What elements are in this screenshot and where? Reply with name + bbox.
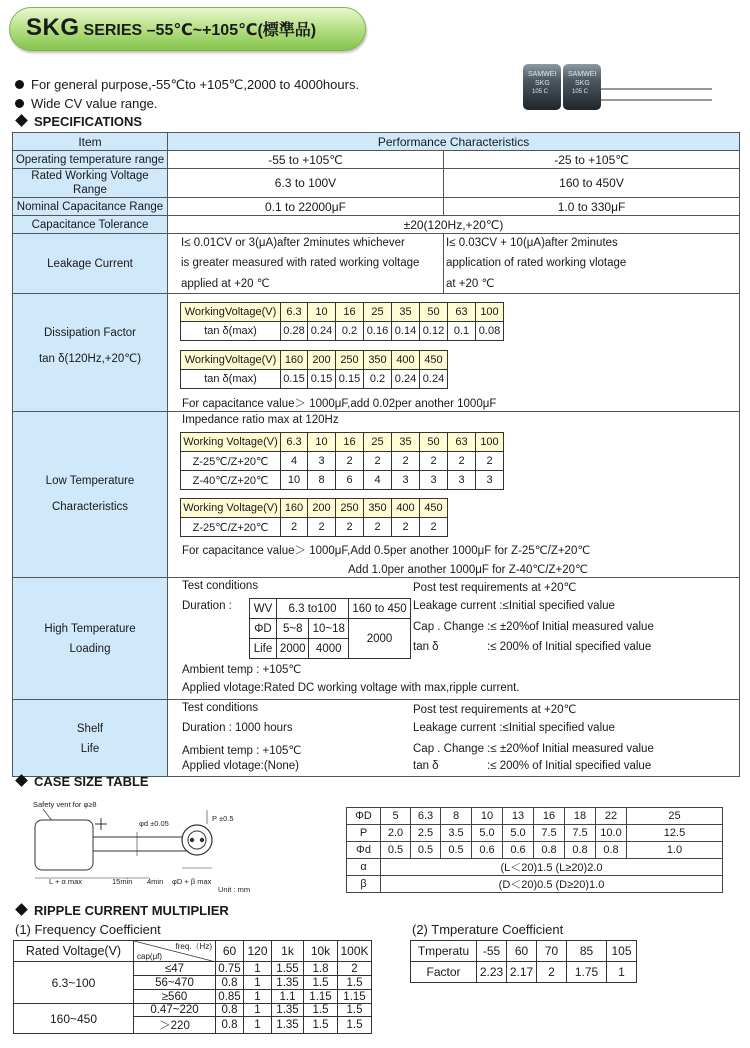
table-cell: 16 (534, 808, 565, 825)
table-cell: 450 (420, 499, 448, 518)
table-cell: 35 (392, 303, 420, 322)
capacitance-range: 56~470 (134, 976, 216, 990)
svg-text:P ±0.5: P ±0.5 (212, 814, 234, 823)
table-cell: 10 (308, 433, 336, 452)
multiplier-value: 0.8 (216, 1004, 244, 1017)
table-cell: 6 (336, 471, 364, 490)
impedance-title: Impedance ratio max at 120Hz (182, 414, 339, 426)
series-code: SKG (26, 14, 80, 41)
table-cell: 0.28 (281, 322, 308, 341)
shelf-label: Shelf Life (13, 700, 168, 777)
table-cell: 5 (381, 808, 411, 825)
multiplier-value: 1 (244, 1004, 272, 1017)
spec-value: -55 to +105℃ (168, 151, 444, 169)
svg-text:15min: 15min (112, 877, 133, 886)
capacitance-range: 0.47~220 (134, 1004, 216, 1017)
bullet-dot (15, 80, 24, 89)
table-cell: 3 (448, 471, 476, 490)
table-cell: 0.1 (448, 322, 476, 341)
temperature-coefficient-title: (2) Tmperature Coefficient (412, 922, 564, 937)
table-cell: 350 (364, 499, 392, 518)
table-cell: 3.5 (441, 825, 472, 842)
product-label: SAMWEI (528, 71, 557, 78)
table-cell: 2 (420, 452, 448, 471)
table-cell: 160 (281, 351, 308, 370)
table-cell: 0.15 (308, 370, 336, 389)
table-cell: 13 (503, 808, 534, 825)
lowtemp-note: Add 1.0per another 1000μF for Z-40℃/Z+20℃ (348, 564, 588, 576)
table-cell: 200 (308, 499, 336, 518)
dissipation-label: Dissipation Factor tan δ(120Hz,+20℃) (13, 294, 168, 412)
capacitance-range: ＞220 (134, 1017, 216, 1034)
table-cell: 3 (308, 452, 336, 471)
product-label: SAMWEI (568, 71, 597, 78)
table-cell: 0.2 (336, 322, 364, 341)
table-cell: 18 (565, 808, 596, 825)
bullet-dot (15, 99, 24, 108)
product-label: 105 C (572, 89, 589, 95)
table-cell: 0.8 (565, 842, 596, 859)
lowtemp-note: For capacitance value＞ 1000μF,Add 0.5per another 1000μF for Z-25℃/Z+20℃ (182, 545, 591, 557)
case-size-table: ΦD 5 6.3 8 10 13 16 18 22 25 P 2.0 2.5 3.5 5.0 5.0 7.5 7.5 10.0 12.5 Φd 0.5 0.5 0.5 0.6 0.6 0.8 0.8 0.8 1.0 α (L＜20)1.5 (L≥20)2.0 β (D＜20)0.5 (D≥20)1.0 (346, 807, 723, 893)
table-cell: 2 (392, 518, 420, 537)
table-cell: 25 (364, 433, 392, 452)
capacitance-range: ≥560 (134, 990, 216, 1004)
performance-header: Performance Characteristics (168, 133, 740, 151)
row-header: tan δ(max) (181, 322, 281, 341)
spec-label: Nominal Capacitance Range (13, 198, 168, 216)
multiplier-value: 1.5 (304, 1017, 338, 1034)
table-cell: 0.24 (420, 370, 448, 389)
table-cell: 0.8 (596, 842, 627, 859)
table-cell: 85 (567, 941, 607, 962)
table-cell: 2 (281, 518, 308, 537)
multiplier-value: 1.8 (304, 962, 338, 976)
table-cell: 5.0 (472, 825, 503, 842)
multiplier-value: 1.55 (272, 962, 304, 976)
multiplier-value: 1.35 (272, 1004, 304, 1017)
leakage-label: Leakage Current (13, 234, 168, 294)
row-header: Factor (411, 962, 477, 983)
leakage-low: I≤ 0.01CV or 3(μA)after 2minutes whichever is greater measured with rated working voltage applied at +20 ℃ (168, 234, 444, 294)
table-cell: 3 (476, 471, 504, 490)
capacitor-product-image (522, 62, 714, 118)
table-cell: 70 (537, 941, 567, 962)
table-cell: 0.08 (476, 322, 504, 341)
multiplier-value: 1.5 (304, 1004, 338, 1017)
spec-label: Operating temperature range (13, 151, 168, 169)
multiplier-value: 2 (338, 962, 372, 976)
item-header: Item (13, 133, 168, 151)
multiplier-value: 1.5 (304, 976, 338, 990)
table-cell: 4 (281, 452, 308, 471)
table-cell: 0.5 (381, 842, 411, 859)
table-cell: 250 (336, 499, 364, 518)
row-header: Z-40℃/Z+20℃ (181, 471, 281, 490)
diamond-icon (15, 774, 28, 787)
multiplier-value: 1 (244, 990, 272, 1004)
table-cell: 1.0 (627, 842, 723, 859)
table-cell: 2.0 (381, 825, 411, 842)
impedance-table-low (180, 432, 504, 490)
section-specifications: SPECIFICATIONS (15, 114, 142, 129)
multiplier-value: 1 (244, 962, 272, 976)
multiplier-value: 0.75 (216, 962, 244, 976)
table-cell: 2 (420, 518, 448, 537)
table-cell: 25 (364, 303, 392, 322)
table-cell: 2.23 (477, 962, 507, 983)
capacitance-range: ≤47 (134, 962, 216, 976)
table-cell: 200 (308, 351, 336, 370)
table-cell: 1.75 (567, 962, 607, 983)
table-cell: 16 (336, 433, 364, 452)
duration-table: WV 6.3 to100 160 to 450 ΦD 5~8 10~18 2000 Life 2000 4000 (249, 598, 411, 659)
capacitor-dimension-diagram (15, 796, 340, 896)
product-label: 105 C (532, 89, 549, 95)
table-cell: 400 (392, 351, 420, 370)
spec-value: -25 to +105℃ (444, 151, 740, 169)
table-cell: 5.0 (503, 825, 534, 842)
table-cell: 2 (308, 518, 336, 537)
product-label: SKG (575, 80, 590, 87)
frequency-coefficient-table: Rated Voltage(V) freq.（Hz) cap(μf) 60 120 1k 10k 100K 6.3~100 ≤47 0.75 1 1.55 1.8 2 56~470 0.8 1 1.35 1.5 1.5 ≥560 0.85 1 1.1 1.15 1.15 160~450 0.47~220 0.8 1 1.35 1.5 1.5 ＞220 0.8 1 1.35 1.5 1.5 (13, 940, 372, 1034)
table-cell: 105 (607, 941, 637, 962)
svg-text:4min: 4min (147, 877, 164, 886)
table-cell: 8 (441, 808, 472, 825)
table-cell: 2 (336, 518, 364, 537)
row-header: WorkingVoltage(V) (181, 351, 281, 370)
product-label: SKG (535, 80, 550, 87)
multiplier-value: 1.1 (272, 990, 304, 1004)
svg-text:φd ±0.05: φd ±0.05 (139, 819, 169, 828)
dissipation-note: For capacitance value＞ 1000μF,add 0.02per another 1000μF (182, 398, 497, 410)
table-cell: 22 (596, 808, 627, 825)
dissipation-table-low (180, 302, 504, 341)
svg-text:φD + β max: φD + β max (172, 877, 212, 886)
table-cell: 2 (392, 452, 420, 471)
table-cell: 400 (392, 499, 420, 518)
table-cell: 2.17 (507, 962, 537, 983)
table-cell: 0.5 (441, 842, 472, 859)
table-cell: 2 (476, 452, 504, 471)
table-cell: 0.5 (411, 842, 441, 859)
table-cell: 0.24 (392, 370, 420, 389)
multiplier-value: 1 (244, 1017, 272, 1034)
table-cell: 0.6 (472, 842, 503, 859)
specifications-table (12, 132, 740, 777)
table-cell: 350 (364, 351, 392, 370)
multiplier-value: 1.15 (338, 990, 372, 1004)
table-cell: 10 (281, 471, 308, 490)
series-title (26, 14, 316, 42)
frequency-coefficient-title: (1) Frequency Coefficient (15, 922, 161, 937)
table-cell: 60 (507, 941, 537, 962)
table-cell: 10 (472, 808, 503, 825)
multiplier-value: 1.15 (304, 990, 338, 1004)
svg-text:L + α max: L + α max (49, 877, 83, 886)
table-cell: 2 (448, 452, 476, 471)
row-header: Working Voltage(V) (181, 433, 281, 452)
table-cell: 0.2 (364, 370, 392, 389)
table-cell: 3 (420, 471, 448, 490)
table-cell: 250 (336, 351, 364, 370)
multiplier-value: 1.35 (272, 976, 304, 990)
table-cell: 6.3 (281, 433, 308, 452)
table-cell: 0.8 (534, 842, 565, 859)
lowtemp-content (168, 412, 740, 578)
multiplier-value: 1.35 (272, 1017, 304, 1034)
table-cell: 0.12 (420, 322, 448, 341)
multiplier-value: 0.85 (216, 990, 244, 1004)
table-cell: 2 (336, 452, 364, 471)
table-cell: -55 (477, 941, 507, 962)
dissipation-content (168, 294, 740, 412)
table-cell: 2 (364, 452, 392, 471)
multiplier-value: 1.5 (338, 1004, 372, 1017)
hightemp-label: High Temperature Loading (13, 578, 168, 700)
table-cell: 1 (607, 962, 637, 983)
spec-value: 6.3 to 100V (168, 169, 444, 198)
table-cell: 7.5 (565, 825, 596, 842)
table-cell: 0.24 (308, 322, 336, 341)
table-cell: 63 (448, 433, 476, 452)
row-header: Z-25℃/Z+20℃ (181, 452, 281, 471)
leakage-high: I≤ 0.03CV + 10(μA)after 2minutes application of rated working vlotage at +20 ℃ (444, 234, 740, 294)
section-case-size: CASE SIZE TABLE (15, 774, 149, 789)
table-cell: 7.5 (534, 825, 565, 842)
table-cell: 2.5 (411, 825, 441, 842)
multiplier-value: 1.5 (338, 976, 372, 990)
table-cell: 2 (537, 962, 567, 983)
table-cell: 0.15 (336, 370, 364, 389)
dissipation-table-high (180, 350, 448, 389)
row-header: WorkingVoltage(V) (181, 303, 281, 322)
multiplier-value: 0.8 (216, 1017, 244, 1034)
spec-value: 160 to 450V (444, 169, 740, 198)
table-cell: 450 (420, 351, 448, 370)
table-cell: 100 (476, 433, 504, 452)
table-cell: 4 (364, 471, 392, 490)
table-cell: 100 (476, 303, 504, 322)
temperature-coefficient-table (410, 940, 637, 983)
row-header: Working Voltage(V) (181, 499, 281, 518)
multiplier-value: 1.5 (338, 1017, 372, 1034)
row-header: ΦD (347, 808, 381, 825)
section-ripple: RIPPLE CURRENT MULTIPLIER (15, 903, 229, 918)
spec-label: Rated Working Voltage Range (13, 169, 168, 198)
table-cell: 6.3 (411, 808, 441, 825)
table-cell: 0.16 (364, 322, 392, 341)
table-cell: 10.0 (596, 825, 627, 842)
series-subtitle: SERIES –55℃~+105℃(標準品) (83, 22, 317, 39)
diamond-icon (15, 903, 28, 916)
row-header: tan δ(max) (181, 370, 281, 389)
spec-value: ±20(120Hz,+20℃) (168, 216, 740, 234)
table-cell: 50 (420, 303, 448, 322)
table-cell: 6.3 (281, 303, 308, 322)
multiplier-value: 0.8 (216, 976, 244, 990)
table-cell: 10 (308, 303, 336, 322)
spec-value: 1.0 to 330μF (444, 198, 740, 216)
table-cell: 12.5 (627, 825, 723, 842)
diamond-icon (15, 114, 28, 127)
row-header: Tmperatu (411, 941, 477, 962)
table-cell: 35 (392, 433, 420, 452)
multiplier-value: 1 (244, 976, 272, 990)
table-cell: 160 (281, 499, 308, 518)
table-cell: 3 (392, 471, 420, 490)
svg-text:Unit : mm: Unit : mm (218, 885, 251, 894)
bullet-item: Wide CV value range. (15, 96, 157, 111)
table-cell: 8 (308, 471, 336, 490)
table-cell: 0.15 (281, 370, 308, 389)
table-cell: 0.6 (503, 842, 534, 859)
table-cell: 2 (364, 518, 392, 537)
lowtemp-label: Low Temperature Characteristics (13, 412, 168, 578)
bullet-item: For general purpose,-55℃to +105℃,2000 to 4000hours. (15, 77, 359, 93)
table-cell: 16 (336, 303, 364, 322)
row-header: Φd (347, 842, 381, 859)
svg-text:Safety vent for φ≥8: Safety vent for φ≥8 (33, 800, 97, 809)
shelf-content: Test conditions Duration : 1000 hours Ambient temp : +105℃ Applied vlotage:(None) Post test requirements at +20℃ Leakage current :≤Initial specified value Cap . Change :≤ ±20%of Initial measured value tan δ :≤ 200% of Initial specified value (168, 700, 740, 777)
row-header: P (347, 825, 381, 842)
row-header: Z-25℃/Z+20℃ (181, 518, 281, 537)
table-cell: 0.14 (392, 322, 420, 341)
table-cell: 50 (420, 433, 448, 452)
spec-label: Capacitance Tolerance (13, 216, 168, 234)
table-cell: 63 (448, 303, 476, 322)
hightemp-content: Test conditions Duration : WV 6.3 to100 160 to 450 ΦD 5~8 10~18 2000 Life 2000 4000 Ambient temp : +105℃ Applied vlotage:Rated DC working voltage with max,ripple current. Post test requirements at +20℃ Leakage current :≤Initial specified value Cap . Change :≤ ±20%of Initial measured value tan δ :≤ 200% of Initial specified value (168, 578, 740, 700)
freq-cap-header: freq.（Hz) cap(μf) (134, 941, 216, 962)
impedance-table-high (180, 498, 448, 537)
spec-value: 0.1 to 22000μF (168, 198, 444, 216)
table-cell: 25 (627, 808, 723, 825)
